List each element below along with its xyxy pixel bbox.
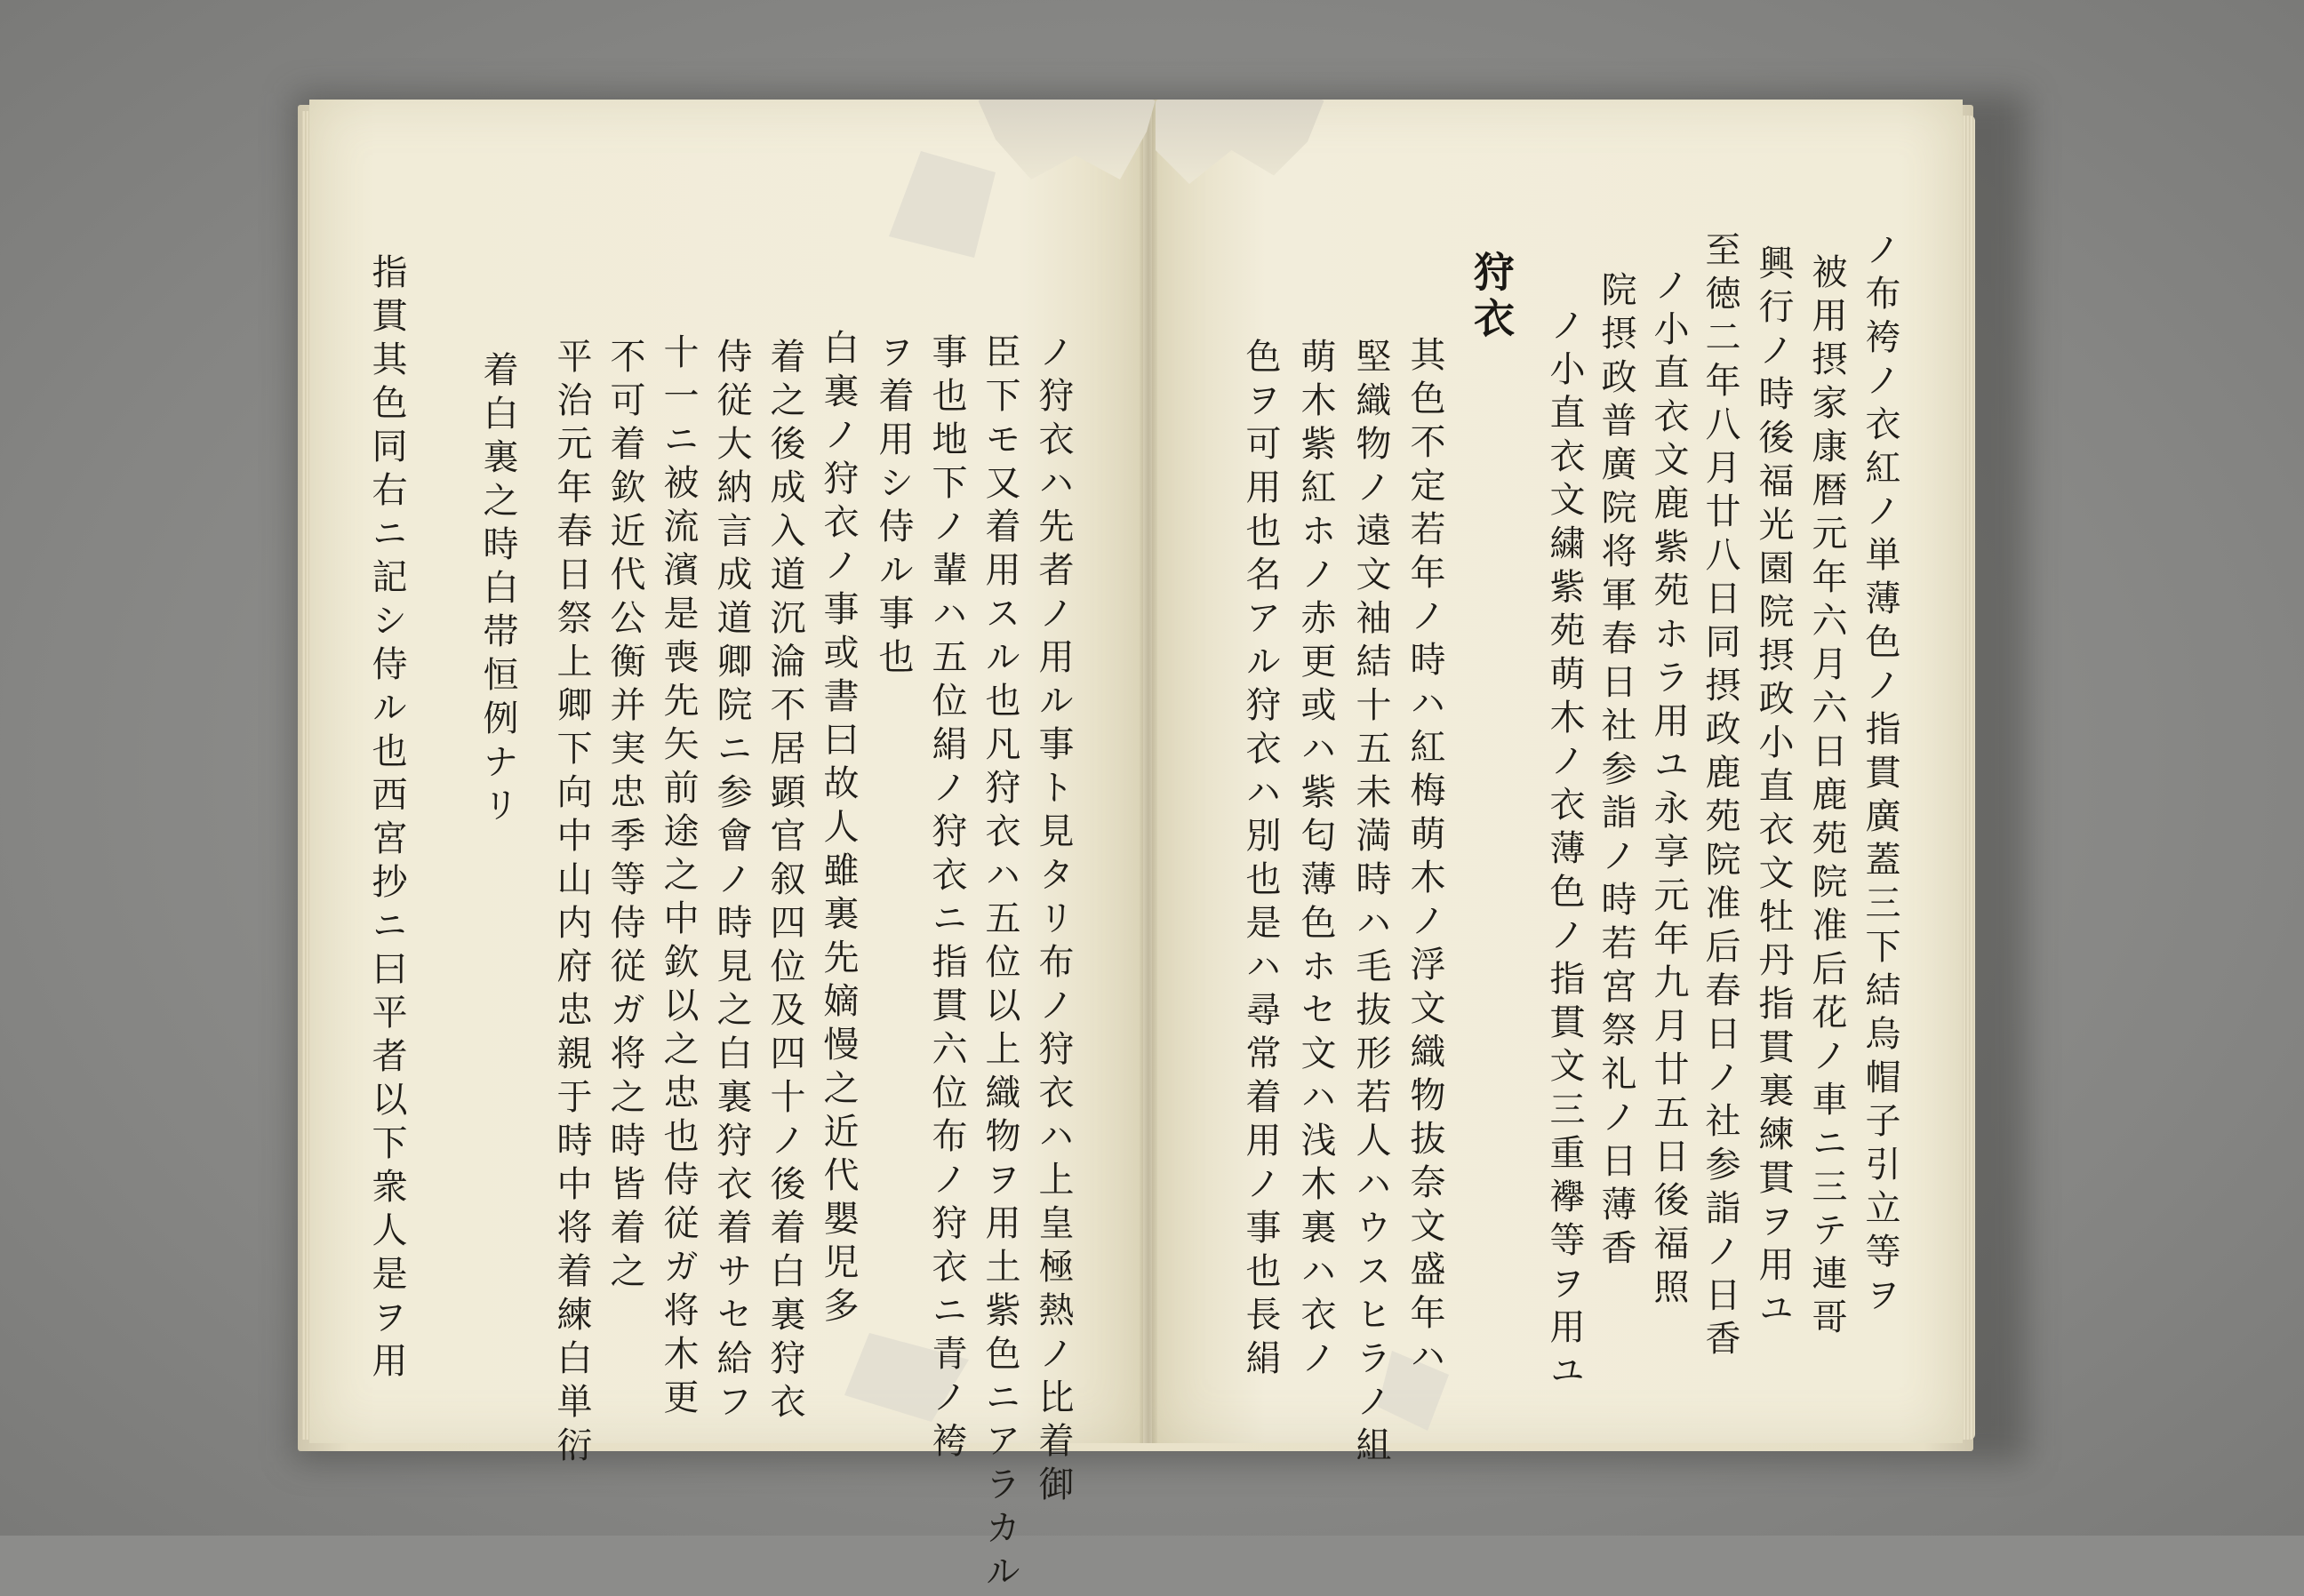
left-col-6: 着之後成入道沉淪不居顕官叙四位及四十ノ後着白裏狩衣: [764, 338, 805, 1426]
left-col-1: ノ狩衣ハ先者ノ用ル事ト見タリ布ノ狩衣ハ上皇極熱ノ比着御: [1033, 333, 1074, 1509]
right-col-4: 至徳二年八月廿八日同摂政鹿苑院准后春日ノ社参詣ノ日香: [1700, 231, 1740, 1363]
left-col-9: 不可着欽近代公衡并実忠季等侍従ガ将之時皆着之: [604, 338, 645, 1296]
right-col-8: 其色不定若年ノ時ハ紅梅萌木ノ浮文織物抜奈文盛年ハ: [1404, 336, 1445, 1381]
right-col-11: 色ヲ可用也名アル狩衣ハ別也是ハ尋常着用ノ事也長絹: [1240, 338, 1281, 1383]
left-col-12: 指貫其色同右ニ記シ侍ル也西宮抄ニ曰平者以下衆人是ヲ用: [366, 253, 407, 1385]
left-col-11: 着白裏之時白帯恒例ナリ: [477, 351, 518, 830]
left-col-10: 平治元年春日祭上卿下向中山内府忠親于時中将着練白単衍: [551, 338, 592, 1470]
left-col-2: 臣下モ又着用スル也凡狩衣ハ五位以上織物ヲ用土紫色ニアラカル: [980, 333, 1020, 1596]
right-col-9: 堅織物ノ遠文袖結十五未満時ハ毛抜形若人ハウスヒラノ組: [1350, 338, 1391, 1470]
left-col-3: 事也地下ノ輩ハ五位絹ノ狩衣ニ指貫六位布ノ狩衣ニ青ノ袴: [926, 333, 967, 1465]
book-gutter: [1140, 100, 1157, 1443]
left-col-5: 白裏ノ狩衣ノ事或書曰故人雖裏先嫡慢之近代嬰児多: [818, 329, 859, 1330]
right-heading: 狩衣: [1468, 251, 1516, 343]
right-col-5: ノ小直衣文鹿紫苑ホラ用ユ永享元年九月廿五日後福照: [1648, 267, 1689, 1312]
left-col-8: 十一ニ被流濱是喪先矢前途之中欽以之忠也侍従ガ将木更: [658, 333, 699, 1422]
right-col-1: ノ布袴ノ衣紅ノ単薄色ノ指貫廣蓋三下結烏帽子引立等ヲ: [1860, 231, 1900, 1320]
right-col-7: ノ小直衣文繍紫苑萌木ノ衣薄色ノ指貫文三重襷等ヲ用ユ: [1544, 307, 1585, 1395]
right-col-6: 院摂政普廣院将軍春日社参詣ノ時若宮祭礼ノ日薄香: [1596, 271, 1636, 1273]
left-col-7: 侍従大納言成道卿院ニ参會ノ時見之白裏狩衣着サセ給フ: [711, 338, 752, 1426]
right-col-2: 被用摂家康暦元年六月六日鹿苑院准后花ノ車ニ三テ連哥: [1806, 253, 1847, 1342]
right-col-3: 興行ノ時後福光園院摂政小直衣文牡丹指貫裏練貫ヲ用ユ: [1753, 244, 1794, 1333]
left-col-4: ヲ着用シ侍ル事也: [873, 333, 914, 682]
right-col-10: 萌木紫紅ホノ赤更或ハ紫匂薄色ホセ文ハ浅木裏ハ衣ノ: [1295, 338, 1336, 1383]
